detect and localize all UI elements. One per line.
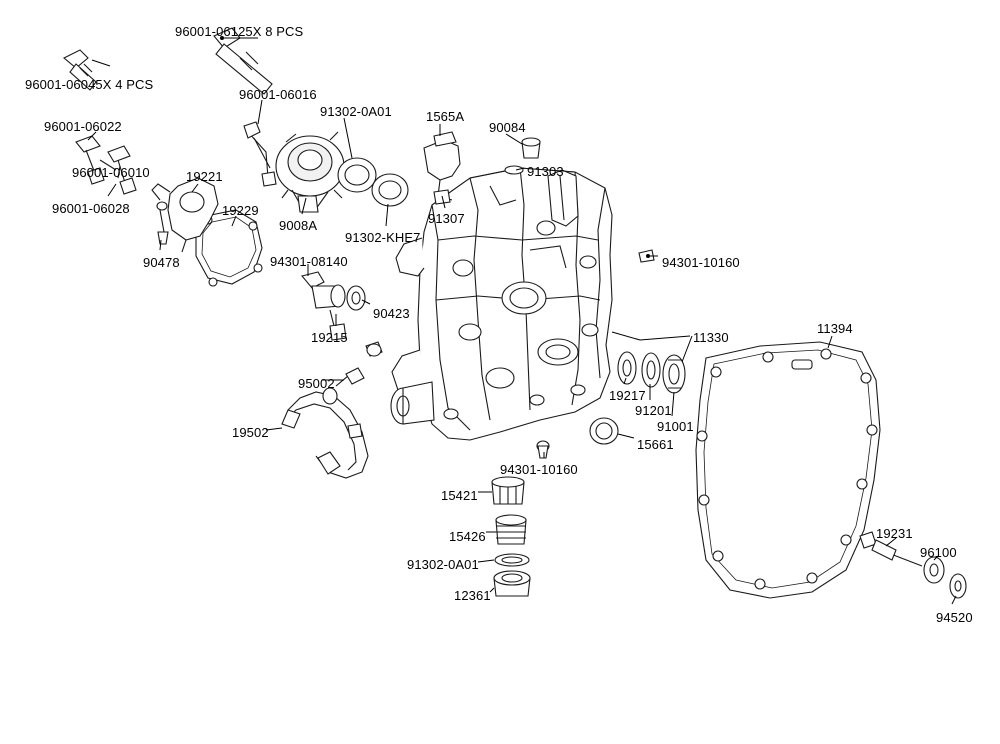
part-label-96001-06045: 96001-06045X 4 PCS <box>25 77 154 92</box>
part-label-91001: 91001 <box>657 419 694 434</box>
part-label-1565A: 1565A <box>426 109 465 124</box>
part-label-91303: 91303 <box>527 164 564 179</box>
o-ring-group <box>338 158 408 206</box>
part-label-15421: 15421 <box>441 488 478 503</box>
crankcase-body <box>391 168 612 440</box>
part-label-94520: 94520 <box>936 610 973 625</box>
pump-shaft-group <box>860 532 966 598</box>
part-label-15661: 15661 <box>637 437 674 452</box>
part-label-94301-10160-right: 94301-10160 <box>662 255 740 270</box>
part-label-90423: 90423 <box>373 306 410 321</box>
part-label-11394: 11394 <box>817 321 853 336</box>
impeller-housing-9008A <box>276 132 344 212</box>
part-label-91302-0A01-bottom: 91302-0A01 <box>407 557 479 572</box>
part-label-11330: 11330 <box>693 330 729 345</box>
part-label-96001-06010: 96001-06010 <box>72 165 150 180</box>
part-label-19229: 19229 <box>222 203 259 218</box>
part-label-94301-08140: 94301-08140 <box>270 254 348 269</box>
part-label-90084: 90084 <box>489 120 526 135</box>
part-label-19231: 19231 <box>876 526 913 541</box>
part-label-94301-10160-bottom: 94301-10160 <box>500 462 578 477</box>
part-label-19217: 19217 <box>609 388 646 403</box>
part-label-91302-KHE7: 91302-KHE7 <box>345 230 421 245</box>
part-label-96001-06028: 96001-06028 <box>52 201 130 216</box>
part-label-96001-06022: 96001-06022 <box>44 119 122 134</box>
part-label-96001-06016: 96001-06016 <box>239 87 317 102</box>
part-label-19502: 19502 <box>232 425 269 440</box>
part-label-91307: 91307 <box>428 211 465 226</box>
part-label-9008A: 9008A <box>279 218 318 233</box>
part-label-19221: 19221 <box>186 169 223 184</box>
washer-90478 <box>157 202 168 244</box>
part-label-19215: 19215 <box>311 330 348 345</box>
crankcase-cover-gasket <box>696 342 880 598</box>
part-label-91302-0A01-top: 91302-0A01 <box>320 104 392 119</box>
part-label-95002: 95002 <box>298 376 335 391</box>
oil-filter-stack <box>492 477 530 596</box>
part-label-12361: 12361 <box>454 588 491 603</box>
part-label-15426: 15426 <box>449 529 486 544</box>
part-label-90478: 90478 <box>143 255 180 270</box>
part-label-96100: 96100 <box>920 545 957 560</box>
part-label-91201: 91201 <box>635 403 672 418</box>
part-label-96001-06125: 96001-06125X 8 PCS <box>175 24 304 39</box>
